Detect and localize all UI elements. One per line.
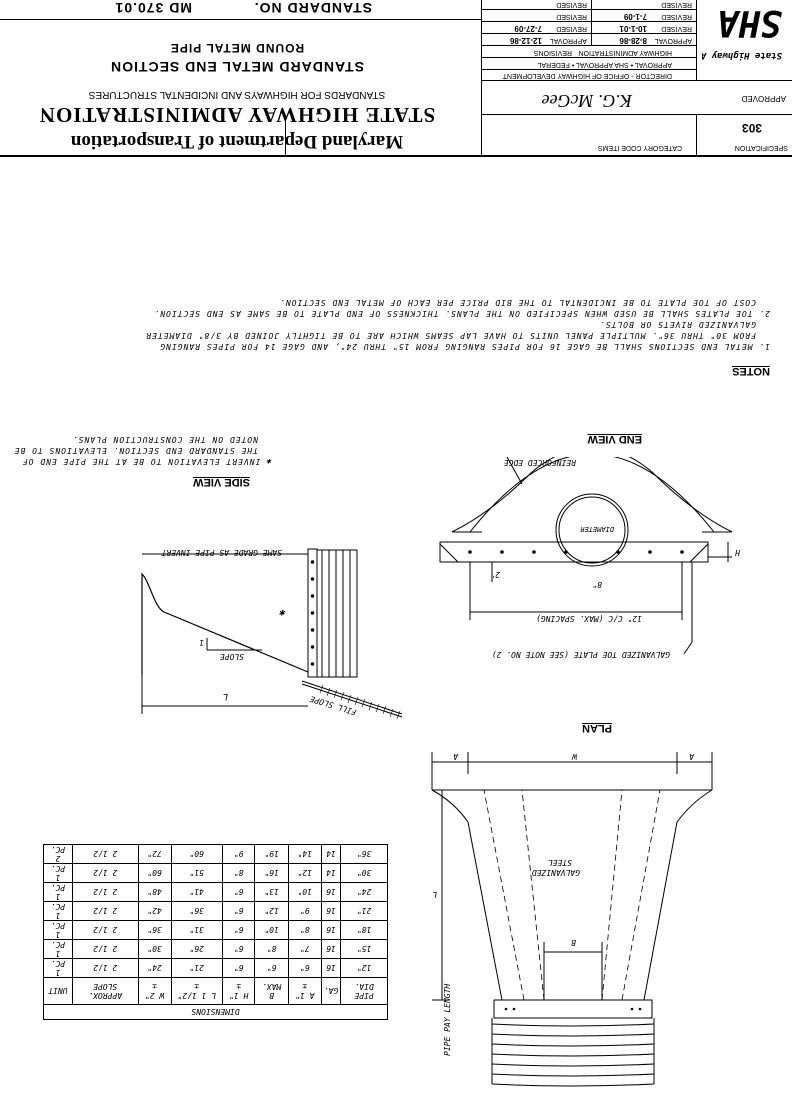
rev-label: APPROVAL bbox=[549, 37, 587, 44]
slope-label: SLOPE bbox=[219, 652, 244, 661]
sha-logo bbox=[702, 3, 786, 67]
table-cell: 6" bbox=[255, 959, 288, 978]
col-header: GA. bbox=[321, 978, 340, 1005]
table-cell: 60" bbox=[171, 845, 222, 864]
table-cell: 8" bbox=[222, 864, 255, 883]
table-cell: 6" bbox=[222, 959, 255, 978]
table-row bbox=[44, 845, 388, 864]
table-cell: 2 1/2 bbox=[72, 959, 138, 978]
standard-no-label: STANDARD NO. bbox=[253, 0, 372, 16]
table-cell: 60" bbox=[138, 864, 171, 883]
drawing-title-1: STANDARD METAL END SECTION bbox=[110, 59, 364, 75]
table-cell: 9" bbox=[288, 902, 321, 921]
rev-label: APPROVAL bbox=[654, 37, 692, 44]
col-header: L 1 1/2" ± bbox=[171, 978, 222, 1005]
table-cell: 24" bbox=[341, 883, 388, 902]
table-row bbox=[44, 940, 388, 959]
table-cell: 30" bbox=[138, 940, 171, 959]
col-header: W 2" ± bbox=[138, 978, 171, 1005]
table-cell: 1 PC. bbox=[44, 864, 73, 883]
end-view-drawing bbox=[422, 457, 762, 682]
table-cell: 42" bbox=[138, 902, 171, 921]
table-cell: 31" bbox=[171, 921, 222, 940]
logo-caption: State Highway bbox=[711, 50, 782, 60]
table-cell: 15" bbox=[341, 940, 388, 959]
plan-w-label: W bbox=[572, 752, 577, 761]
note-line: FROM 30" THRU 36". MULTIPLE PANEL UNITS TO HAVE LAP SEAMS WHICH ARE TO BE TIGHTLY JOINED BY 3/8" DIAMETER bbox=[145, 331, 756, 340]
table-cell: 12" bbox=[288, 864, 321, 883]
eight-inch-label: 8" bbox=[592, 580, 602, 589]
signature: K.G. McGee bbox=[541, 91, 632, 111]
footnote-line: ✱ INVERT ELEVATION TO BE AT THE PIPE END OF bbox=[21, 457, 272, 466]
table-cell: 1 PC. bbox=[44, 883, 73, 902]
rev-label: REVISED bbox=[556, 1, 587, 8]
spacing-label: 12" C/C (MAX. SPACING) bbox=[536, 614, 642, 623]
plan-heading: PLAN bbox=[582, 722, 612, 734]
table-cell: 36" bbox=[341, 845, 388, 864]
table-cell: 14" bbox=[288, 845, 321, 864]
logo-text: SHA bbox=[716, 3, 782, 43]
agency-line1: Maryland Department of Transportation bbox=[70, 131, 404, 152]
table-cell: 2 1/2 bbox=[72, 883, 138, 902]
pipe-pay-length: PIPE PAY LENGTH bbox=[443, 983, 452, 1056]
steel-label-1: GALVANIZED bbox=[531, 868, 580, 877]
note-line: COST OF TOE PLATE TO BE INCIDENTAL TO THE BID PRICE PER EACH OF METAL END SECTION. bbox=[279, 298, 756, 307]
note-line: GALVANIZED RIVETS OR BOLTS. bbox=[598, 320, 756, 329]
agency-line3: STANDARDS FOR HIGHWAYS AND INCIDENTAL STRUCTURES bbox=[88, 89, 386, 100]
toe-plate-label: GALVANIZED TOE PLATE (SEE NOTE NO. 2) bbox=[491, 650, 670, 659]
rev-value: 12-12-86 bbox=[509, 36, 542, 45]
table-cell: 14 bbox=[321, 845, 340, 864]
table-cell: 1 PC. bbox=[44, 921, 73, 940]
table-cell: 6" bbox=[288, 959, 321, 978]
rev-label: REVISED bbox=[661, 1, 692, 8]
col-header: B MAX. bbox=[255, 978, 288, 1005]
table-cell: 1 PC. bbox=[44, 902, 73, 921]
end-view-heading: END VIEW bbox=[587, 433, 642, 445]
notes-heading: NOTES bbox=[732, 365, 770, 377]
table-cell: 8" bbox=[255, 940, 288, 959]
rev-label: REVISED bbox=[661, 13, 692, 20]
table-row bbox=[44, 864, 388, 883]
col-header: APPROX. SLOPE bbox=[72, 978, 138, 1005]
col-header: PIPE DIA. bbox=[341, 978, 388, 1005]
table-row bbox=[44, 921, 388, 940]
table-cell: 21" bbox=[171, 959, 222, 978]
footnote-line: NOTED ON THE CONSTRUCTION PLANS. bbox=[71, 435, 258, 444]
approved-label: APPROVED bbox=[741, 94, 786, 103]
approval-legend: APPROVAL • SHA APPROVAL • FEDERAL bbox=[537, 61, 672, 68]
side-view-heading: SIDE VIEW bbox=[193, 476, 250, 488]
table-cell: 1 PC. bbox=[44, 959, 73, 978]
table-cell: 26" bbox=[171, 940, 222, 959]
table-cell: 36" bbox=[138, 921, 171, 940]
title-block bbox=[0, 0, 792, 157]
table-cell: 16 bbox=[321, 921, 340, 940]
table-cell: 21" bbox=[341, 902, 388, 921]
standard-no-value: MD 370.01 bbox=[114, 0, 192, 16]
table-row bbox=[44, 883, 388, 902]
table-cell: 2 1/2 bbox=[72, 845, 138, 864]
steel-label-2: STEEL bbox=[547, 858, 572, 867]
table-row bbox=[44, 959, 388, 978]
table-cell: 6" bbox=[222, 921, 255, 940]
table-cell: 6" bbox=[222, 902, 255, 921]
dimensions-table bbox=[43, 844, 388, 1020]
table-cell: 8" bbox=[288, 921, 321, 940]
table-cell: 16" bbox=[255, 864, 288, 883]
table-cell: 12" bbox=[255, 902, 288, 921]
rev-value: 7-27-09 bbox=[514, 24, 542, 33]
rev-label: REVISED bbox=[556, 13, 587, 20]
agency-line2: STATE HIGHWAY ADMINISTRATION bbox=[38, 103, 436, 127]
side-l-label: L bbox=[222, 691, 228, 701]
rev-value: 10-1-01 bbox=[619, 24, 647, 33]
rev-value: 8-28-86 bbox=[619, 36, 647, 45]
plan-l-label: L bbox=[432, 890, 437, 899]
fill-slope-label: FILL SLOPE bbox=[308, 694, 358, 717]
col-header: H 1" ± bbox=[222, 978, 255, 1005]
table-cell: 18" bbox=[341, 921, 388, 940]
table-cell: 2 1/2 bbox=[72, 921, 138, 940]
director-label: DIRECTOR - OFFICE OF HIGHWAY DEVELOPMENT bbox=[502, 72, 672, 79]
table-cell: 24" bbox=[138, 959, 171, 978]
side-view-footnote bbox=[14, 434, 272, 467]
table-cell: 51" bbox=[171, 864, 222, 883]
table-cell: 10" bbox=[255, 921, 288, 940]
table-cell: 7" bbox=[288, 940, 321, 959]
dimensions-title: DIMENSIONS bbox=[44, 1005, 388, 1020]
specification-value: 303 bbox=[741, 121, 762, 135]
table-cell: 13" bbox=[255, 883, 288, 902]
table-cell: 2 1/2 bbox=[72, 864, 138, 883]
same-grade-label: SAME GRADE AS PIPE INVERT bbox=[161, 548, 282, 557]
side-view-drawing bbox=[112, 522, 412, 722]
rev-label: REVISED bbox=[556, 25, 587, 32]
revisions-label: REVISIONS bbox=[533, 49, 572, 56]
plan-a-label-right: A bbox=[453, 752, 458, 761]
reinforced-label: REINFORCED EDGE bbox=[503, 458, 576, 467]
table-cell: 30" bbox=[341, 864, 388, 883]
footnote-line: THE STANDARD END SECTION. ELEVATIONS TO BE bbox=[13, 446, 258, 455]
table-cell: 6" bbox=[222, 883, 255, 902]
table-cell: 36" bbox=[171, 902, 222, 921]
dimensions-body bbox=[44, 845, 388, 978]
specification-label: SPECIFICATION bbox=[734, 144, 788, 151]
table-cell: 2 1/2 bbox=[72, 940, 138, 959]
note-line: 2. TOE PLATES SHALL BE USED WHEN SPECIFIED ON THE PLANS. THICKNESS OF END PLATE TO BE SAME AS END SECTION. bbox=[153, 309, 770, 318]
asterisk-mark: ✱ bbox=[279, 607, 286, 618]
h-label: H bbox=[735, 548, 740, 557]
plan-a-label-left: A bbox=[689, 752, 694, 761]
two-inch-label: 2" bbox=[490, 570, 500, 579]
category-label: CATEGORY CODE ITEMS bbox=[597, 144, 682, 151]
table-cell: 6" bbox=[222, 940, 255, 959]
table-cell: 2 1/2 bbox=[72, 902, 138, 921]
rev-label: REVISED bbox=[661, 25, 692, 32]
note-line: 1. METAL END SECTIONS SHALL BE GAGE 16 FOR PIPES RANGING FROM 15" THRU 24", AND GAGE 14 FOR PIPES RANGING bbox=[159, 342, 770, 351]
table-cell: 9" bbox=[222, 845, 255, 864]
rev-value: 7-1-09 bbox=[623, 12, 647, 21]
table-cell: 41" bbox=[171, 883, 222, 902]
table-cell: 19" bbox=[255, 845, 288, 864]
notes-body bbox=[145, 297, 770, 352]
table-cell: 72" bbox=[138, 845, 171, 864]
plan-b-label: B bbox=[571, 938, 576, 947]
diameter-label: DIAMETER bbox=[580, 525, 614, 533]
table-cell: 12" bbox=[341, 959, 388, 978]
col-header: UNIT bbox=[44, 978, 73, 1005]
table-cell: 16 bbox=[321, 940, 340, 959]
table-cell: 10" bbox=[288, 883, 321, 902]
hwy-admin-label: HIGHWAY ADMINISTRATION bbox=[578, 49, 672, 56]
table-row bbox=[44, 902, 388, 921]
table-cell: 2 PC. bbox=[44, 845, 73, 864]
table-cell: 16 bbox=[321, 883, 340, 902]
table-cell: 14 bbox=[321, 864, 340, 883]
table-cell: 16 bbox=[321, 902, 340, 921]
plan-drawing bbox=[412, 747, 772, 1092]
drawing-title-2: ROUND METAL PIPE bbox=[169, 41, 305, 55]
table-cell: 16 bbox=[321, 959, 340, 978]
col-header: A 1" ± bbox=[288, 978, 321, 1005]
table-cell: 1 PC. bbox=[44, 940, 73, 959]
table-cell: 48" bbox=[138, 883, 171, 902]
slope-one: 1 bbox=[199, 638, 204, 647]
